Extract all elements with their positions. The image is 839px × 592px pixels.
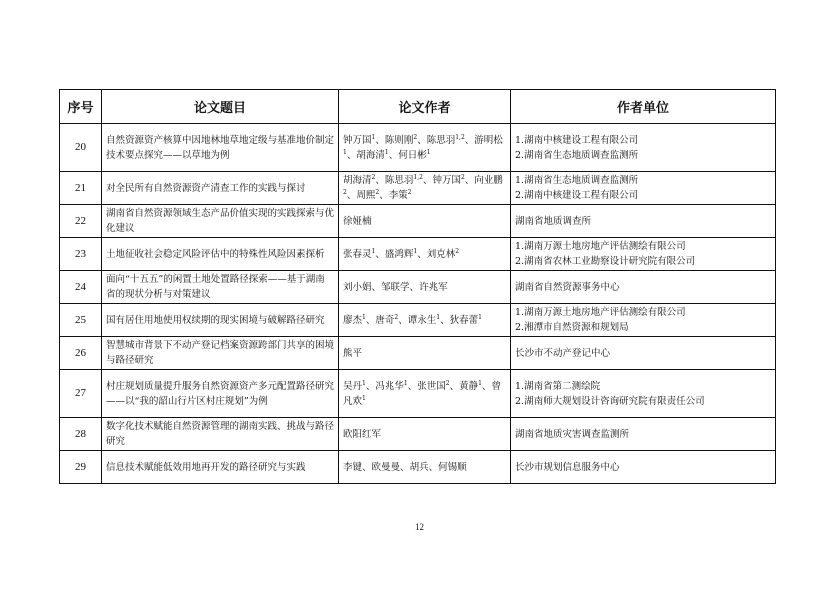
author-affiliation-marker: 2 [394,313,399,321]
paper-title: 国有居住用地使用权续期的现实困境与破解路径研究 [102,304,339,337]
author-name: 钟万国 [432,175,461,186]
affiliation-line: 2.湖南中核建设工程有限公司 [515,190,639,201]
author-name: 张春灵 [343,248,372,260]
author-affiliation-marker: 2 [407,188,412,196]
author-affiliation-marker: 2 [375,188,380,196]
author-name: 谭永生 [407,314,437,326]
paper-title: 自然资源资产核算中因地林地草地定级与基准地价制定技术要点探究——以草地为例 [102,124,339,172]
author-name: 陈则刚 [384,134,414,146]
paper-authors: 刘小娟、邹联学、许兆军 [339,271,511,304]
author-name: 向业鹏 [474,175,503,186]
author-name: 陈思羽 [426,134,456,146]
author-affiliation-marker: 1 [413,247,418,255]
paper-title: 村庄规划质量提升服务自然资源资产多元配置路径研究——以“我的韶山行片区村庄规划”为例 [102,370,339,418]
author-affiliation-marker: 1,2 [455,133,465,141]
affiliation-line: 1.湖南省生态地质调查监测所 [515,175,639,186]
table-row [60,238,776,271]
author-name: 盛鸿辉 [384,248,414,260]
row-number: 28 [60,418,102,451]
author-name: 陈思羽 [384,175,414,186]
author-affiliation-marker: 1 [478,313,482,321]
paper-authors: 钟万国$^1$、陈则刚$^2$、陈思羽$^{1,2}$、游明松$^1$、胡海清$^1$、何日彬$^1$ [339,124,511,172]
author-name: 胡海清 [343,175,372,186]
author-affiliation [511,205,776,238]
affiliation-line: 1.湖南万源土地房地产评估测绘有限公司 [515,241,686,252]
author-name: 曾凡欢 [343,380,501,407]
paper-authors: 张春灵$^1$、盛鸿辉$^1$、刘克林$^2$ [339,238,511,271]
table-row [60,337,776,370]
author-affiliation [511,238,776,271]
author-affiliation-marker: 1 [371,247,376,255]
author-name: 胡海清 [356,149,385,161]
author-name: 唐奇 [375,314,395,326]
table-row [60,124,776,172]
header-affiliation: 作者单位 [511,90,776,124]
paper-title: 土地征收社会稳定风险评估中的特殊性风险因素探析 [102,238,339,271]
author-affiliation-marker: 1 [371,133,376,141]
table-row [60,271,776,304]
author-affiliation-marker: 1 [362,379,366,387]
affiliation-line: 长沙市规划信息服务中心 [515,461,620,473]
paper-authors: 吴丹$^1$、冯兆华$^1$、张世国$^2$、黄静$^1$、曾凡欢$^1$ [339,370,511,418]
paper-title: 智慧城市背景下不动产登记档案资源跨部门共享的困境与路径研究 [102,337,339,370]
affiliation-line: 1.湖南中核建设工程有限公司 [515,134,639,146]
author-affiliation [511,271,776,304]
paper-title: 湖南省自然资源领域生态产品价值实现的实践探索与优化建议 [102,205,339,238]
affiliation-line: 2.湖南省农林工业勘察设计研究院有限公司 [515,256,696,267]
table-row [60,205,776,238]
author-name: 吴丹 [343,380,363,392]
author-affiliation-marker: 1 [362,394,366,402]
affiliation-line: 2.湖南省生态地质调查监测所 [515,149,639,161]
affiliation-line: 2.湘潭市自然资源和规划局 [515,322,629,333]
paper-title: 信息技术赋能低效用地再开发的路径研究与实践 [102,451,339,484]
page-number: 12 [415,522,424,532]
table-header-row [60,90,776,124]
table-row [60,370,776,418]
author-affiliation-marker: 2 [371,173,376,181]
author-name: 邹联学 [381,281,410,293]
row-number: 29 [60,451,102,484]
author-name: 何锡顺 [438,461,467,473]
author-affiliation-marker: 2 [343,188,347,196]
author-name: 何日彬 [398,149,427,161]
row-number: 25 [60,304,102,337]
author-name: 胡兵 [409,461,429,473]
affiliation-line: 湖南省地质灾害调查监测所 [515,428,630,440]
author-affiliation [511,172,776,205]
row-number: 27 [60,370,102,418]
author-affiliation [511,418,776,451]
author-name: 徐娅楠 [343,215,372,227]
author-affiliation-marker: 2 [445,379,450,387]
paper-authors [339,418,511,451]
header-number: 序号 [60,90,102,124]
paper-authors [339,205,511,238]
author-affiliation-marker: 1,2 [413,173,423,181]
author-affiliation [511,337,776,370]
paper-title: 对全民所有自然资源资产清查工作的实践与探讨 [102,172,339,205]
author-name: 廖杰 [343,314,363,326]
author-affiliation-marker: 1 [403,379,408,387]
table-row [60,418,776,451]
row-number: 22 [60,205,102,238]
table-body [60,124,776,484]
author-affiliation-marker: 1 [436,313,441,321]
author-affiliation-marker: 1 [426,148,431,156]
author-affiliation [511,451,776,484]
author-name: 许兆军 [419,281,448,293]
author-name: 刘小娟 [343,281,372,293]
author-name: 李策 [388,190,408,201]
author-name: 张世国 [417,380,446,392]
papers-table [59,89,776,484]
author-affiliation-marker: 1 [343,148,347,156]
row-number: 23 [60,238,102,271]
affiliation-line: 2.湖南师大规划设计咨询研究院有限责任公司 [515,395,705,407]
author-name: 欧曼曼 [371,461,401,473]
paper-title: 面向“十五五”的闲置土地处置路径探索——基于湖南省的现状分析与对策建议 [102,271,339,304]
paper-authors: 李键、欧曼曼、胡兵、何锡顺 [339,451,511,484]
author-affiliation-marker: 1 [384,148,389,156]
row-number: 26 [60,337,102,370]
table-row [60,172,776,205]
row-number: 20 [60,124,102,172]
header-title: 论文题目 [102,90,339,124]
affiliation-line: 湖南省地质调查所 [515,215,592,227]
affiliation-line: 1.湖南万源土地房地产评估测绘有限公司 [515,307,686,318]
row-number: 21 [60,172,102,205]
paper-title: 数字化技术赋能自然资源管理的湖南实践、挑战与路径研究 [102,418,339,451]
author-name: 刘克林 [426,248,456,260]
author-name: 熊平 [343,347,363,359]
affiliation-line: 1.湖南省第二测绘院 [515,380,601,392]
author-affiliation [511,304,776,337]
author-affiliation-marker: 1 [362,313,366,321]
author-name: 狄春蕾 [449,314,479,326]
paper-authors: 廖杰$^1$、唐奇$^2$、谭永生$^1$、狄春蕾$^1$ [339,304,511,337]
author-affiliation-marker: 2 [455,247,460,255]
author-name: 冯兆华 [375,380,404,392]
row-number: 24 [60,271,102,304]
header-authors: 论文作者 [339,90,511,124]
author-affiliation [511,124,776,172]
author-name: 游明松 [474,134,503,146]
author-affiliation-marker: 2 [460,173,465,181]
author-name: 李键 [343,461,363,473]
affiliation-line: 湖南省自然资源事务中心 [515,281,620,293]
author-name: 欧阳红军 [343,428,382,440]
author-name: 周熙 [356,190,376,201]
author-name: 钟万国 [343,134,372,146]
affiliation-line: 长沙市不动产登记中心 [515,347,611,359]
author-affiliation [511,370,776,418]
paper-authors: 胡海清$^2$、陈思羽$^{1,2}$、钟万国$^2$、向业鹏$^2$、周熙$^2$、李策$^2$ [339,172,511,205]
table-row [60,451,776,484]
author-affiliation-marker: 2 [413,133,418,141]
paper-authors [339,337,511,370]
author-affiliation-marker: 1 [478,379,482,387]
table-row [60,304,776,337]
author-name: 黄静 [459,380,479,392]
